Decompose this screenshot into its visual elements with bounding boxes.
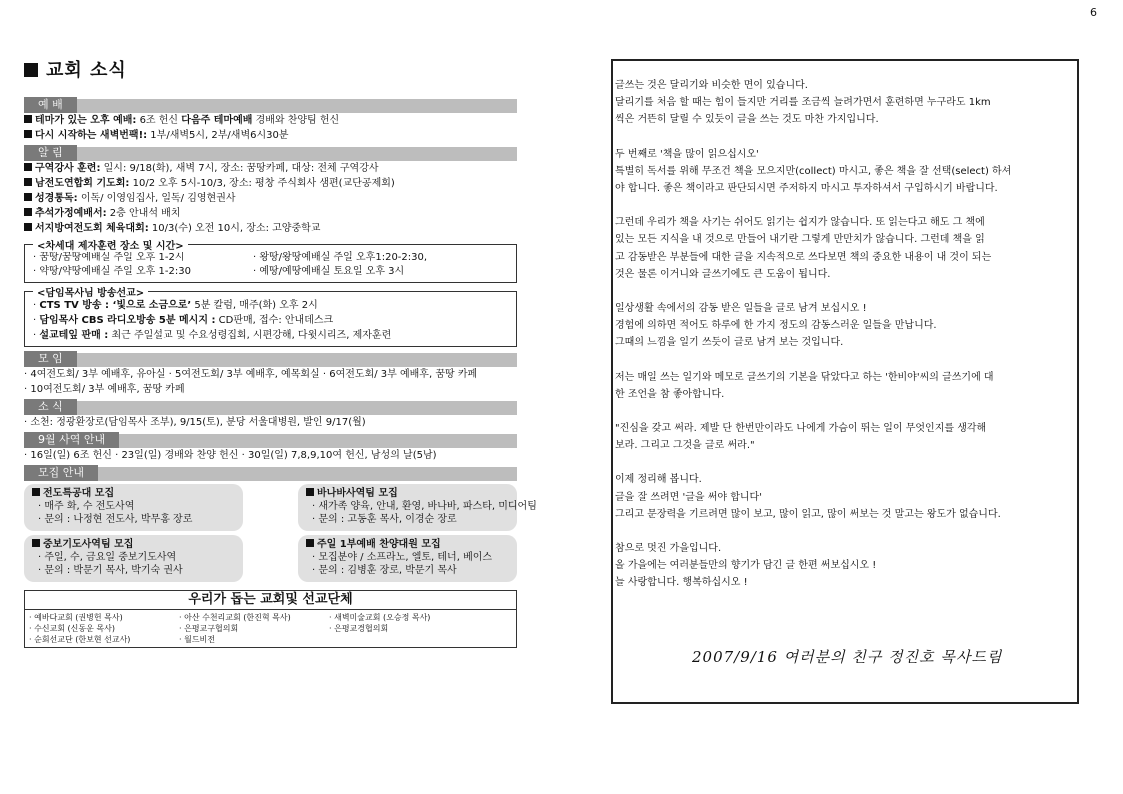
list-item: · 담임목사 CBS 라디오방송 5분 메시지 : CD판매, 접수: 안내데스크 [33, 315, 334, 326]
list-item: 남전도연합회 기도회: 10/2 오후 5시-10/3, 장소: 평창 주식회사 샘편(교단공제회) [24, 176, 517, 191]
list-item: · 아산 수천리교회 (한진혁 목사) [179, 613, 291, 622]
list-item: 다시 시작하는 새벽번팩!: 1부/새벽5시, 2부/새벽6시30분 [24, 128, 517, 143]
letter-signature: 2007/9/16 여러분의 친구 정진호 목사드림 [692, 648, 1003, 666]
section-label: 모집 안내 [24, 465, 98, 481]
section-september-duty [24, 432, 517, 448]
list-item: 구역강사 훈련: 일시: 9/18(화), 새벽 7시, 장소: 꿈땅카페, 대상: 전체 구역강사 [24, 161, 517, 176]
section-label: 모 임 [24, 351, 77, 367]
list-item: 추석가정예배서: 2층 안내석 배치 [24, 206, 517, 221]
list-item: 성경통독: 이독/ 이영임집사, 일독/ 김영현권사 [24, 191, 517, 206]
bullet-icon [24, 223, 32, 231]
box-caption: <담임목사님 방송선교> [33, 284, 148, 299]
left-column [24, 95, 537, 648]
letter-paragraph: 참으로 멋진 가을입니다. 올 가을에는 여러분들만의 향기가 담긴 글 한편 써보십시오 ! 늘 사랑합니다. 행복하십시오 ! [615, 543, 877, 589]
letter-paragraph: 그런데 우리가 책을 사기는 쉬어도 읽기는 쉽지가 않습니다. 또 읽는다고 해도 그 책에 있는 모든 지식을 내 것으로 만들어 내기란 그렇게 만만치가 않습니다. 그런데 책을 읽 고 감동받은 부분들에 대한 글을 지속적으로 쓰다보면 책의 중요한 내용이 내 것이 되는 것은 물론 이거니와 글쓰기에도 큰 도움이 됩니다. [615, 217, 992, 280]
list-item: · 수신교회 (신동운 목사) [29, 624, 115, 633]
bullet-icon [24, 130, 32, 138]
list-item: · 설교테잎 판매 : 최근 주일설교 및 수요성령집회, 시편강해, 다윗시리즈, 제자훈련 [33, 330, 392, 341]
list-item: · 꿈땅/꿈땅예배실 주일 오후 1-2시 [33, 252, 185, 263]
worship-list [24, 113, 517, 143]
notice-list [24, 161, 517, 236]
list-item: · 소천: 정광환장로(담임목사 조부), 9/15(토), 분당 서울대병원, 발인 9/17(월) [24, 417, 366, 428]
section-meetings [24, 351, 517, 367]
box-caption: <차세대 제자훈련 장소 및 시간> [33, 237, 188, 252]
section-recruit [24, 465, 517, 481]
list-item: · 예바다교회 (권병헌 목사) [29, 613, 123, 622]
list-item: · CTS TV 방송 : ‘빛으로 소금으로’ 5분 칼럼, 매주(화) 오후 2시 [33, 300, 318, 311]
bullet-icon [24, 163, 32, 171]
list-item: 서지방여전도회 체육대회: 10/3(수) 오전 10시, 장소: 고양중학교 [24, 221, 517, 236]
list-item: · 16일(일) 6조 헌신 · 23일(일) 경배와 찬양 헌신 · 30일(일) 7,8,9,10여 헌신, 남성의 날(5남) [24, 450, 437, 461]
letter-paragraph: 일상생활 속에서의 감동 받은 일들을 글로 남겨 보십시오 ! 경험에 의하면 적어도 하루에 한 가지 정도의 감동스러운 일들을 만납니다. 그때의 느낌을 일기 쓰듯이 글로 남겨 보는 것입니다. [615, 303, 937, 349]
broadcast-box [24, 288, 517, 347]
list-item: · 순회선교단 (한보현 선교사) [29, 635, 131, 644]
bullet-icon [306, 539, 314, 547]
recruit-card: 전도특공대 모집 · 매주 화, 수 전도사역 · 문의 : 나정현 전도사, 박무홍 장로 [24, 484, 243, 531]
bullet-icon [24, 178, 32, 186]
bullet-icon [24, 115, 32, 123]
letter-paragraph: 두 번째로 '책을 많이 읽으십시오' 특별히 독서를 위해 무조건 책을 모으지만(collect) 마시고, 좋은 책을 잘 선택(select) 하셔 야 합니다. 좋은 책이라고 판단되시면 주저하지 마시고 투자하셔서 구입하시기 바랍니다. [615, 148, 1012, 195]
section-label: 소 식 [24, 399, 77, 415]
bullet-icon [24, 208, 32, 216]
list-item: 테마가 있는 오후 예배: 6조 헌신 다음주 테마예배 경배와 찬양팀 헌신 [24, 113, 517, 128]
letter-paragraph: "진심을 갖고 써라. 제발 단 한번만이라도 나에게 가슴이 뛰는 일이 무엇인지를 생각해 보라. 그리고 그것을 글로 써라." [615, 423, 987, 452]
page-number: 6 [1090, 6, 1097, 19]
letter-paragraph: 글쓰는 것은 달리기와 비슷한 면이 있습니다. 달리기를 처음 할 때는 힘이 들지만 거리를 조금씩 늘려가면서 훈련하면 누구라도 1km 씩은 거뜬히 달릴 수 있듯이 글을 쓰는 것도 마찬 가지입니다. [615, 80, 991, 126]
list-item: · 월드비전 [179, 635, 215, 644]
bullet-icon [24, 193, 32, 201]
mission-title: 우리가 돕는 교회및 선교단체 [25, 591, 516, 610]
list-item: · 은평교경협의회 [329, 624, 389, 633]
recruit-cards [24, 484, 537, 586]
page-title-text: 교회 소식 [46, 60, 127, 81]
pastor-letter [611, 59, 1079, 704]
list-item: · 새벽미술교회 (오승정 목사) [329, 613, 431, 622]
list-item: · 10여전도회/ 3부 예배후, 꿈땅 카페 [24, 384, 185, 395]
list-item: · 예땅/예땅예배실 토요일 오후 3시 [253, 266, 405, 277]
list-item: · 왕땅/왕땅예배실 주일 오후1:20-2:30, [253, 252, 428, 263]
list-item: · 4여전도회/ 3부 예배후, 유아실 · 5여전도회/ 3부 예배후, 예목회실 · 6여전도회/ 3부 예배후, 꿈땅 카페 [24, 369, 478, 380]
recruit-card: 주일 1부예배 찬양대원 모집 · 모집분야 / 소프라노, 엘토, 테너, 베이스 · 문의 : 김병훈 장로, 박문기 목사 [298, 535, 517, 582]
list-item: · 약땅/약땅예배실 주일 오후 1-2:30 [33, 266, 191, 277]
section-label: 9월 사역 안내 [24, 432, 119, 448]
page-title [24, 56, 127, 82]
bullet-icon [306, 488, 314, 496]
section-news [24, 399, 517, 415]
section-worship [24, 97, 517, 113]
training-box [24, 241, 517, 283]
bullet-icon [32, 539, 40, 547]
section-notices [24, 145, 517, 161]
recruit-card: 바나바사역팀 모집 · 새가족 양육, 안내, 환영, 바나바, 파스타, 미디어팀 · 문의 : 고동훈 목사, 이경순 장로 [298, 484, 517, 531]
letter-paragraph: 이제 정리해 봅니다. 글을 잘 쓰려면 '글을 써야 합니다' 그리고 문장력을 기르려면 많이 보고, 많이 읽고, 많이 써보는 것 말고는 왕도가 없습니다. [615, 474, 1001, 520]
square-bullet-icon [24, 63, 38, 77]
section-label: 예 배 [24, 97, 77, 113]
list-item: · 은평교구협의회 [179, 624, 239, 633]
mission-table [24, 590, 517, 648]
section-label: 알 림 [24, 145, 77, 161]
recruit-card: 중보기도사역팀 모집 · 주일, 수, 금요일 중보기도사역 · 문의 : 박문기 목사, 박기숙 권사 [24, 535, 243, 582]
bullet-icon [32, 488, 40, 496]
letter-paragraph: 저는 매일 쓰는 일기와 메모로 글쓰기의 기본을 닦았다고 하는 '한비야'씨의 글쓰기에 대 한 조언을 참 좋아합니다. [615, 371, 994, 400]
